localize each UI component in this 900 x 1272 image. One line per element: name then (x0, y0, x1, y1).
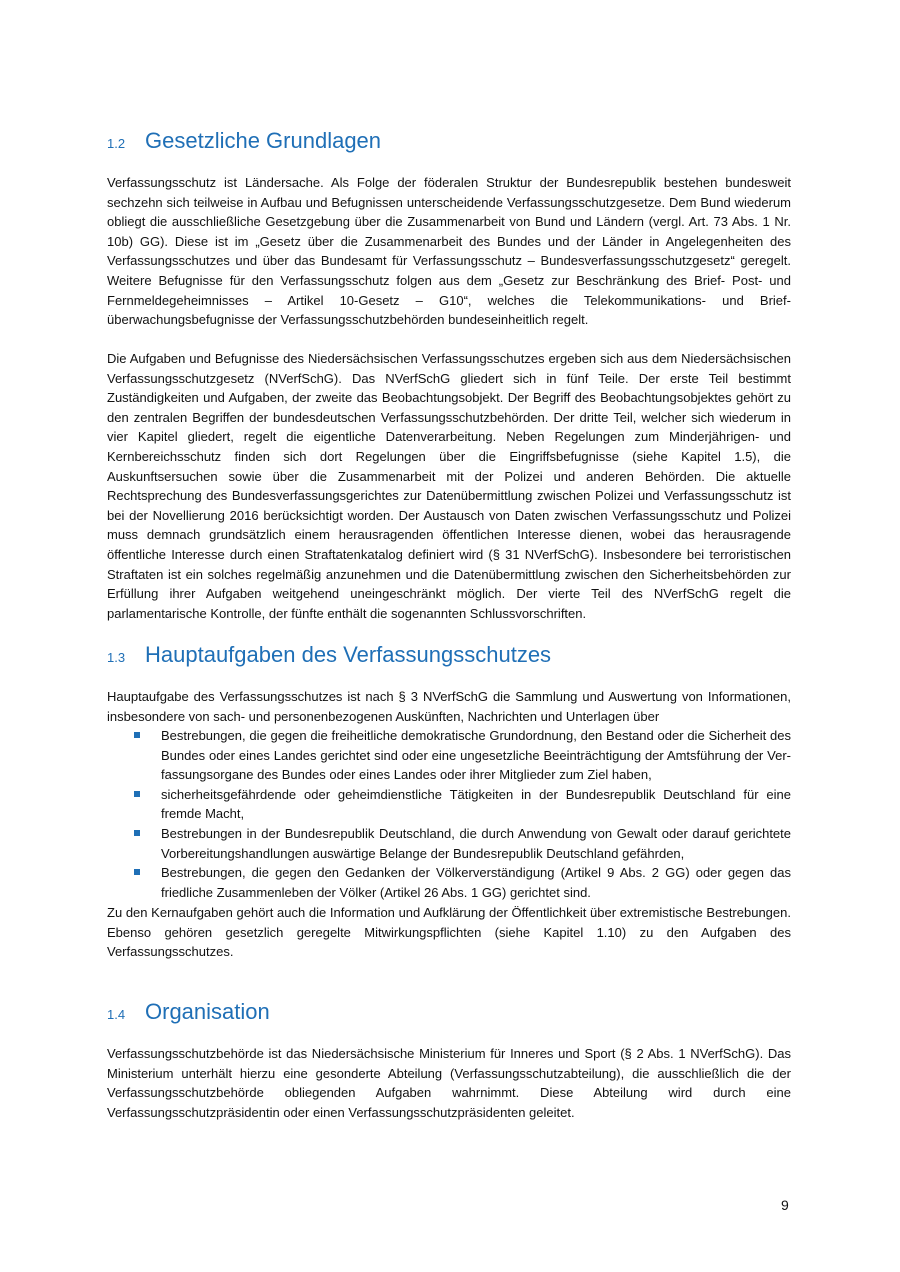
bullet-list (107, 726, 791, 902)
section-title: Organisation (145, 999, 270, 1024)
paragraph: Zu den Kernaufgaben gehört auch die Information und Aufklärung der Öffentlichkeit über extremistische Bestrebungen. Ebenso gehören gesetzlich geregelte Mitwirkungspflichten (siehe Kapitel 1.10) zu den Aufgaben des Verfassungsschutzes. (107, 905, 791, 960)
square-bullet-icon (134, 732, 140, 738)
list-item: Bestrebungen in der Bundesrepublik Deutschland, die durch Anwendung von Gewalt oder darauf gerichtete Vorbereitungshandlungen auswärtige Belange der Bundesrepublik Deutschland gefährden, (107, 824, 791, 863)
page-number: 9 (781, 1197, 789, 1213)
list-item: sicherheitsgefährdende oder geheimdienstliche Tätigkeiten in der Bundesrepublik Deutschland für eine fremde Macht, (107, 785, 791, 824)
section-title: Gesetzliche Grundlagen (145, 128, 382, 153)
section-heading-1-4 (107, 999, 791, 1025)
paragraph: Hauptaufgabe des Verfassungsschutzes ist nach § 3 NVerfSchG die Sammlung und Auswertung von Informationen, insbesondere von sach- und personenbezogenen Auskünften, Nachrichten und Unterlagen über (107, 689, 791, 724)
square-bullet-icon (134, 830, 140, 836)
section-number: 1.4 (107, 1007, 126, 1022)
square-bullet-icon (134, 869, 140, 875)
section-number: 1.2 (107, 136, 126, 151)
section-number: 1.3 (107, 650, 126, 665)
square-bullet-icon (134, 791, 140, 797)
section-title: Hauptaufgaben des Verfassungsschutzes (145, 642, 552, 667)
list-item: Bestrebungen, die gegen die freiheitliche demokratische Grundordnung, den Bestand oder die Sicherheit des Bundes oder eines Landes gerichtet sind oder eine ungesetzliche Beeinträchtigung der Amtsführung der Verfassungsorgane des Bundes oder eines Landes oder ihrer Mitglieder zum Ziel haben, (107, 726, 791, 785)
list-item: Bestrebungen, die gegen den Gedanken der Völkerverständigung (Artikel 9 Abs. 2 GG) oder gegen das friedliche Zusammenleben der Völker (Artikel 26 Abs. 1 GG) gerichtet sind. (107, 863, 791, 902)
paragraph: Die Aufgaben und Befugnisse des Niedersächsischen Verfassungsschutzes ergeben sich aus dem Niedersächsischen Verfassungsschutzgesetz (NVerfSchG). Das NVerfSchG gliedert sich in fünf Teile. Der erste Teil bestimmt Zuständigkeiten und Aufgaben, der zweite das Beobachtungsobjekt. Der Begriff des Beobachtungsobjektes gehört zu den zentralen Begriffen der bundesdeutschen Verfassungsschutzbehörden. Der dritte Teil, welcher sich wiederum in vier Kapitel gliedert, regelt die eigentliche Datenverarbeitung. Neben Regelungen zum Minderjährigen- und Kernbereichsschutz finden sich dort Regelungen über die Eingriffsbefugnisse (siehe Kapitel 1.5), die Auskunftsersuchen sowie über die Zusammenarbeit mit der Polizei und anderen Behörden. Die aktuelle Rechtsprechung des Bundesverfassungsgerichtes zur Datenübermittlung zwischen Polizei und Verfassungsschutz ist bei der Novellierung 2016 berücksichtigt worden. Der Austausch von Daten zwischen Verfassungsschutz und Polizei muss demnach grundsätzlich einem herausragenden öffentlichen Interesse dienen, wobei das herausragende öffentliche Interesse durch einen Straftatenkatalog definiert wird (§ 31 NVerfSchG). Insbesondere bei terroristischen Straftaten ist ein solches regelmäßig anzunehmen und die Datenübermittlung zwischen den Sicherheitsbehörden zur Erfüllung ihrer Aufgaben weitgehend uneingeschränkt möglich. Der vierte Teil des NVerfSchG regelt die parlamentarische Kontrolle, der fünfte enthält die sogenannten Schlussvorschriften. (107, 351, 791, 621)
paragraph: Verfassungsschutz ist Ländersache. Als Folge der föderalen Struktur der Bundesrepublik bestehen bundesweit sechzehn sich teilweise in Aufbau und Befugnissen unterscheidende Verfassungsschutzgesetze. Dem Bund wiederum obliegt die ausschließliche Gesetzgebung über die Zusammenarbeit von Bund und Ländern (vergl. Art. 73 Abs. 1 Nr. 10b) GG). Diese ist im „Gesetz über die Zusammenarbeit des Bundes und der Länder in Angelegenheiten des Verfassungsschutzes und über das Bundesamt für Verfassungsschutz – Bundesverfassungsschutzgesetz“ geregelt. Weitere Befugnisse für den Verfassungsschutz folgen aus dem „Gesetz zur Beschränkung des Brief- Post- und Fernmeldegeheimnisses – Artikel 10-Gesetz – G10“, welches die Telekommunikations- und Briefüberwachungsbefugnisse der Verfassungsschutzbehörden bundeseinheitlich regelt. (107, 175, 791, 328)
section-heading-1-3 (107, 642, 791, 668)
paragraph: Verfassungsschutzbehörde ist das Niedersächsische Ministerium für Inneres und Sport (§ 2 Abs. 1 NVerfSchG). Das Ministerium unterhält hierzu eine gesonderte Abteilung (Verfassungsschutzabteilung), die ausschließlich die der Verfassungsschutzbehörde obliegenden Aufgaben wahrnimmt. Diese Abteilung wird durch eine Verfassungsschutzpräsidentin oder einen Verfassungsschutzpräsidenten geleitet. (107, 1046, 791, 1120)
section-heading-1-2 (107, 128, 791, 154)
